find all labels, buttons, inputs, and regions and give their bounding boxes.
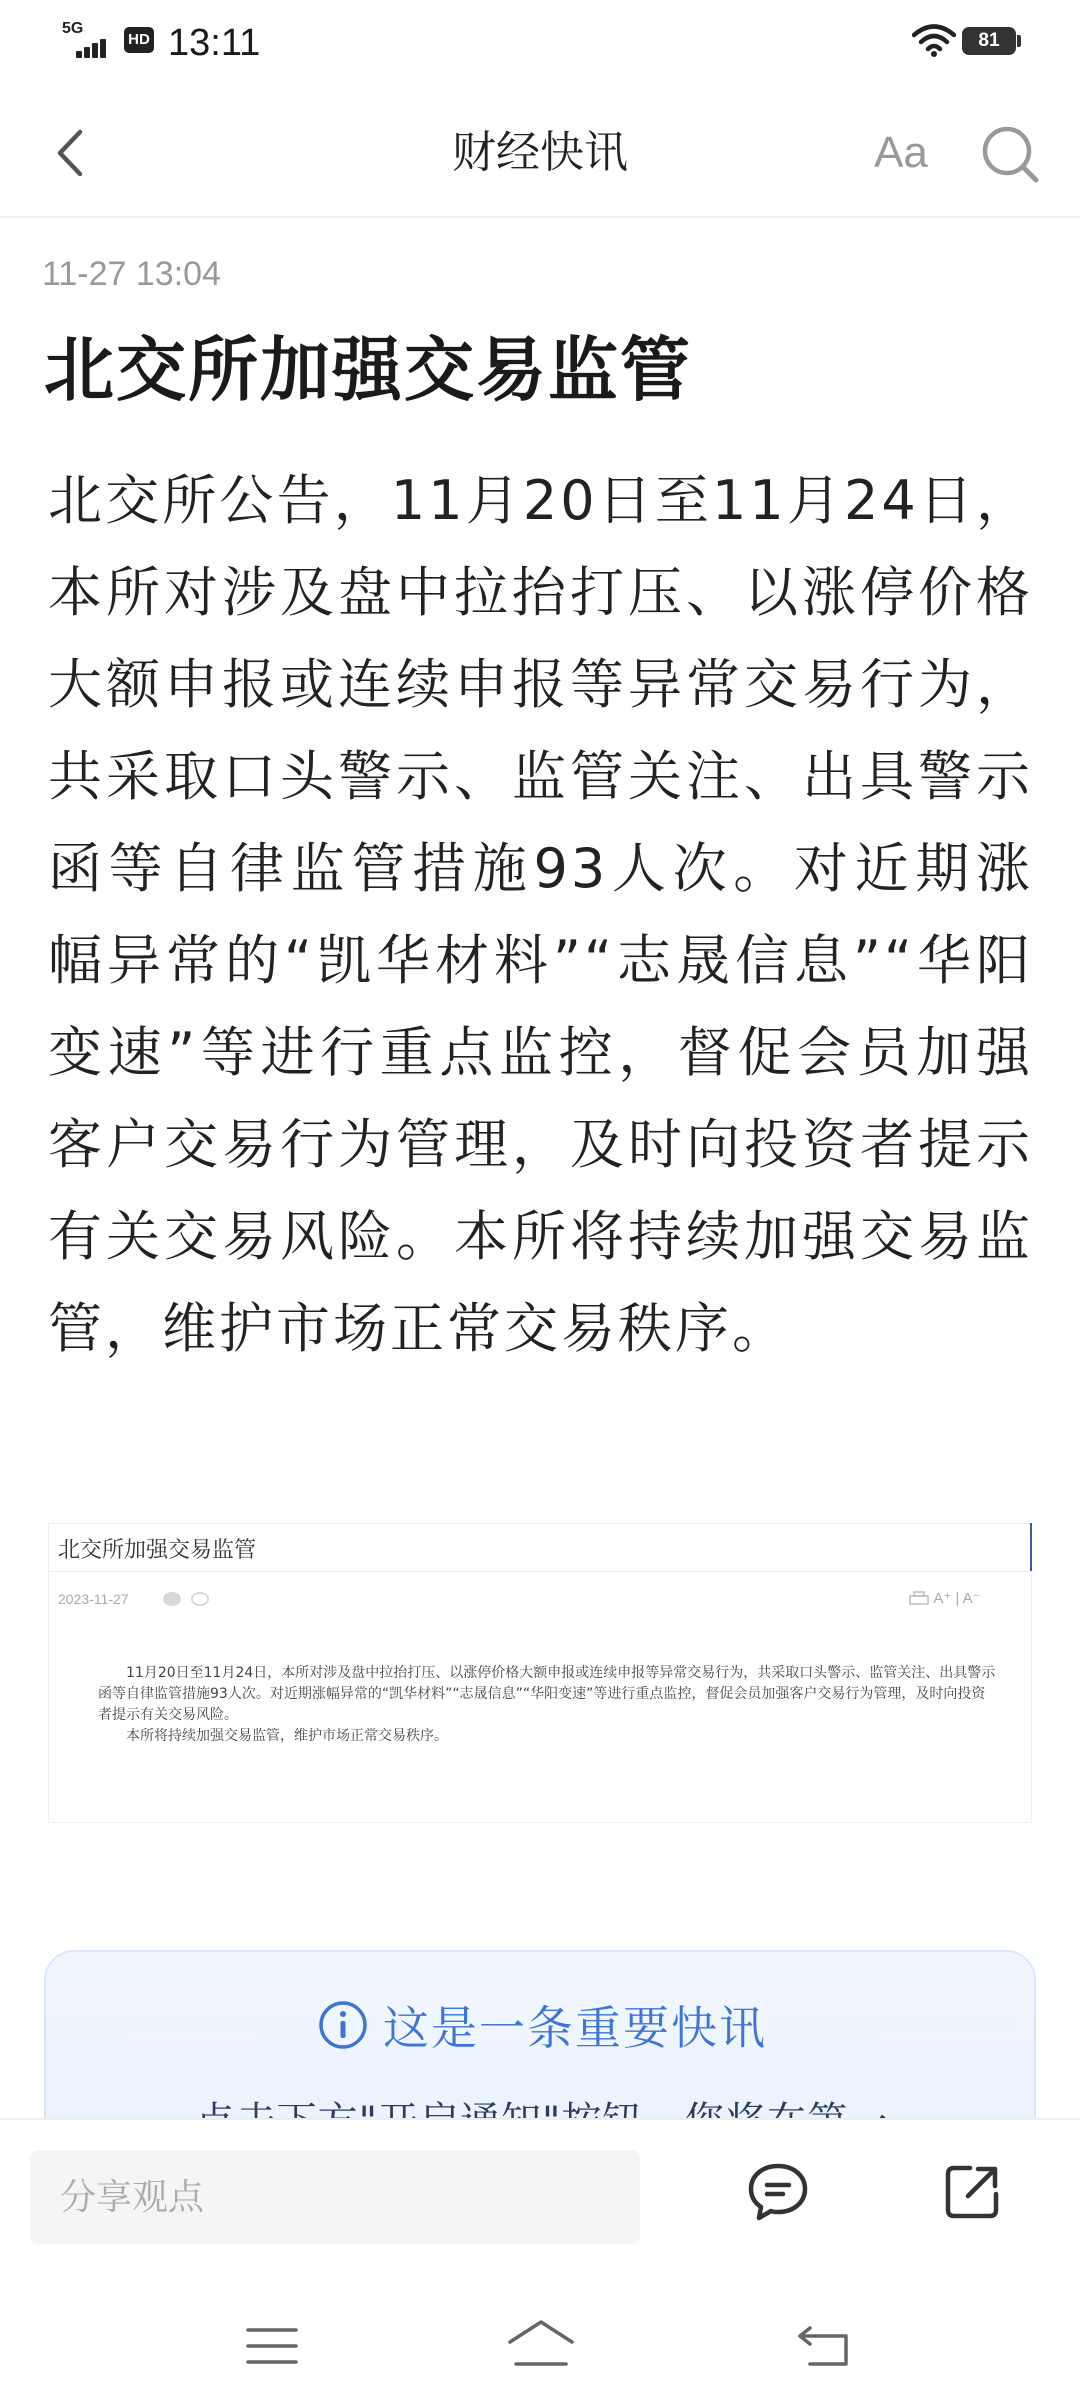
notice-title: 这是一条重要快讯	[383, 2001, 767, 2055]
notice-headline	[46, 1992, 1036, 2058]
article-image[interactable]	[48, 1523, 1032, 1823]
share-icon[interactable]	[940, 2160, 1004, 2224]
article-timestamp: 11-27 13:04	[42, 255, 221, 293]
hd-badge: HD	[124, 27, 154, 53]
embed-paragraph: 本所将持续加强交易监管，维护市场正常交易秩序。	[126, 1728, 448, 1744]
chevron-left-icon[interactable]	[50, 124, 90, 182]
embed-tools-label: A⁺ | A⁻	[933, 1590, 981, 1607]
embed-title: 北交所加强交易监管	[58, 1538, 257, 1563]
menu-icon[interactable]	[246, 2326, 298, 2366]
back-icon[interactable]	[796, 2322, 852, 2370]
bottom-action-bar	[0, 2118, 1080, 2290]
page-title: 财经快讯	[452, 127, 628, 178]
search-icon[interactable]	[978, 122, 1042, 186]
battery-icon	[1017, 35, 1021, 47]
print-icon	[908, 1590, 930, 1608]
status-bar	[0, 0, 1080, 88]
home-icon[interactable]	[506, 2318, 576, 2372]
embed-date: 2023-11-27	[58, 1591, 129, 1607]
wifi-icon	[912, 24, 956, 58]
network-type: 5G	[62, 20, 84, 37]
article-body: 北交所公告，11月20日至11月24日，本所对涉及盘中拉抬打压、以涨停价格大额申报或连续申报等异常交易行为，共采取口头警示、监管关注、出具警示函等自律监管措施93人次。对近期涨幅异常的“凯华材料”“志晟信息”“华阳变速”等进行重点监控，督促会员加强客户交易行为管理，及时向投资者提示有关交易风险。本所将持续加强交易监管，维护市场正常交易秩序。	[48, 469, 1033, 1360]
embed-divider	[48, 1571, 1032, 1572]
article-title: 北交所加强交易监管	[44, 329, 692, 411]
comment-input[interactable]	[30, 2150, 640, 2244]
status-time: 13:11	[168, 22, 261, 64]
embed-text	[98, 1663, 998, 1747]
font-size-button[interactable]: Aa	[874, 128, 928, 177]
cellular-signal-icon	[62, 20, 112, 60]
system-nav-bar	[0, 2290, 1080, 2400]
embed-paragraph: 11月20日至11月24日，本所对涉及盘中拉抬打压、以涨停价格大额申报或连续申报等异常交易行为，共采取口头警示、监管关注、出具警示函等自律监管措施93人次。对近期涨幅异常的“凯华材料”“志晟信息”“华阳变速”等进行重点监控，督促会员加强客户交易行为管理，及时向投资者提示有关交易风险。	[98, 1665, 996, 1723]
embed-font-tools	[908, 1589, 1028, 1609]
embed-accent-line	[1030, 1523, 1032, 1571]
info-icon	[317, 1999, 369, 2051]
battery-level: 81	[962, 27, 1016, 55]
nav-bar	[0, 88, 1080, 218]
embed-share-icons	[158, 1589, 218, 1609]
comment-icon[interactable]	[746, 2160, 810, 2224]
